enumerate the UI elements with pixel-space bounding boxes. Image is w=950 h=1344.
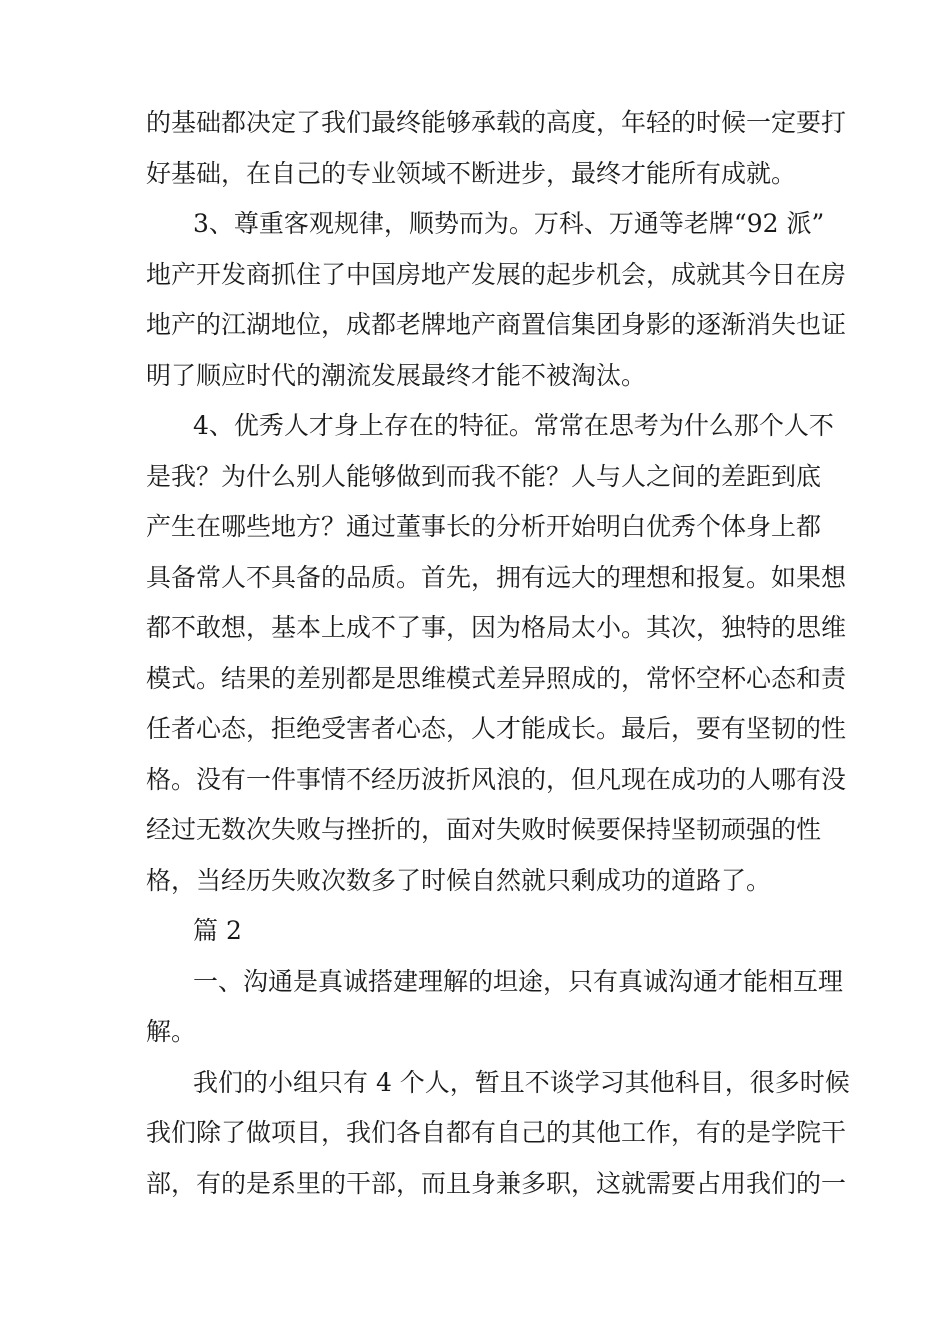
text-line: 地产开发商抓住了中国房地产发展的起步机会，成就其今日在房 xyxy=(146,259,847,289)
paragraph-start-line: 一、沟通是真诚搭建理解的坦途，只有真诚沟通才能相互理 xyxy=(193,966,844,996)
paragraph-start-line: 3、尊重客观规律，顺势而为。万科、万通等老牌“92 派” xyxy=(193,209,825,238)
text-line: 解。 xyxy=(146,1017,197,1046)
text-line: 产生在哪些地方？通过董事长的分析开始明白优秀个体身上都 xyxy=(146,512,822,541)
text-line: 格。没有一件事情不经历波折风浪的，但凡现在成功的人哪有没 xyxy=(146,764,847,794)
text-line: 模式。结果的差别都是思维模式差异照成的，常怀空杯心态和责 xyxy=(146,663,847,693)
text-line: 经过无数次失败与挫折的，面对失败时候要保持坚韧顽强的性 xyxy=(146,815,822,844)
text-line: 的基础都决定了我们最终能够承载的高度，年轻的时候一定要打 xyxy=(146,108,847,137)
text-line: 好基础，在自己的专业领域不断进步，最终才能所有成就。 xyxy=(146,158,797,188)
text-line: 部，有的是系里的干部，而且身兼多职，这就需要占用我们的一 xyxy=(146,1168,847,1198)
paragraph-start-line: 4、优秀人才身上存在的特征。常常在思考为什么那个人不 xyxy=(193,411,834,440)
text-line: 格，当经历失败次数多了时候自然就只剩成功的道路了。 xyxy=(146,865,772,895)
paragraph-start-line: 我们的小组只有 4 个人，暂且不谈学习其他科目，很多时候 xyxy=(193,1067,850,1097)
text-line: 任者心态，拒绝受害者心态，人才能成长。最后，要有坚韧的性 xyxy=(146,714,847,743)
document-body xyxy=(146,98,850,1209)
text-line: 明了顺应时代的潮流发展最终才能不被淘汰。 xyxy=(146,360,647,390)
text-line: 具备常人不具备的品质。首先，拥有远大的理想和报复。如果想 xyxy=(146,562,847,592)
text-line: 我们除了做项目，我们各自都有自己的其他工作，有的是学院干 xyxy=(146,1118,847,1147)
text-line: 地产的江湖地位，成都老牌地产商置信集团身影的逐渐消失也证 xyxy=(146,310,847,339)
text-line: 都不敢想，基本上成不了事，因为格局太小。其次，独特的思维 xyxy=(146,613,847,642)
section-heading: 篇 2 xyxy=(193,916,242,945)
text-line: 是我？为什么别人能够做到而我不能？人与人之间的差距到底 xyxy=(146,461,822,491)
